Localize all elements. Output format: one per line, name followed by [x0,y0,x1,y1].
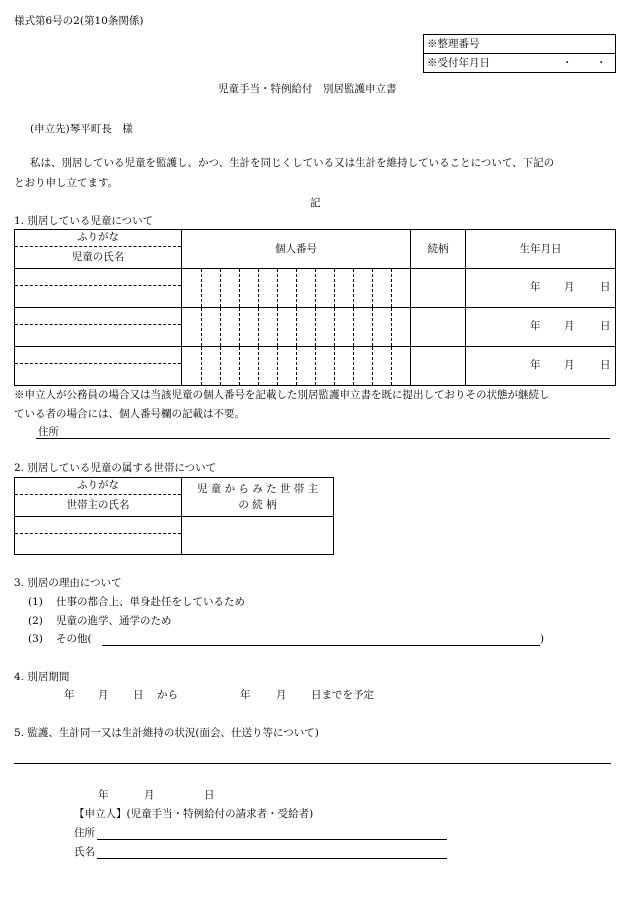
section3-heading: 3. 別居の理由について [14,577,122,589]
table-row [15,308,616,347]
mynumber-note-line-2: ている者の場合には、個人番号欄の記載は不要。 [14,408,245,420]
birth-date-cell[interactable] [466,347,616,386]
householder-furigana-area[interactable] [15,518,181,534]
birth-header: 生年月日 [466,230,616,269]
birth-month-label: 月 [564,359,575,371]
householder-relation-header [182,478,334,517]
mynumber-header: 個人番号 [182,230,411,269]
uketsuke-date-cell[interactable] [424,54,616,73]
applicant-name-line[interactable] [97,858,447,859]
uketsuke-date-label: ※受付年月日 [427,56,490,69]
householder-relation-label-1: 児 童 か ら み た 世 帯 主 [196,482,319,495]
birth-date-cell[interactable] [466,269,616,308]
child-address-line[interactable] [36,438,610,439]
relation-cell[interactable] [411,347,466,386]
householder-furigana-label: ふりがな [15,479,181,495]
addressee: (申立先)琴平町長 様 [30,123,133,135]
section5-heading: 5. 監護、生計同一又は生計維持の状況(面会、仕送り等について) [14,727,319,739]
section1-heading: 1. 別居している児童について [14,215,154,227]
householder-relation-label-2: の 続 柄 [238,498,277,511]
applicant-address-line[interactable] [97,839,447,840]
child-name-cell[interactable] [15,308,182,347]
sign-day: 日 [204,789,215,801]
child-furigana-area[interactable] [15,270,181,286]
birth-month-label: 月 [564,281,575,293]
seiri-number-cell[interactable] [424,35,616,54]
child-furigana-label: ふりがな [15,231,181,247]
sign-year: 年 [98,789,109,801]
other-reason-line[interactable] [102,645,540,646]
child-furigana-area[interactable] [15,309,181,325]
sign-month: 月 [144,789,155,801]
reason-1-text: 仕事の都合上、単身赴任をしているため [56,596,245,608]
birth-year-label: 年 [530,359,541,371]
birth-year-label: 年 [530,281,541,293]
reason-3-num: (3) [28,633,43,645]
birth-date-cell[interactable] [466,308,616,347]
table-row [15,517,334,555]
householder-name-cell[interactable] [15,517,182,555]
section2-heading: 2. 別居している児童の属する世帯について [14,462,217,474]
birth-year-label: 年 [530,320,541,332]
situation-line[interactable] [14,763,611,764]
mynumber-cell[interactable] [182,269,411,308]
page-title: 児童手当・特例給付 別居監護申立書 [218,83,397,95]
child-name-area[interactable] [15,364,181,384]
section4-heading: 4. 別居期間 [14,671,70,683]
period-to-day: 日までを予定 [311,689,374,701]
householder-name-label: 世帯主の氏名 [66,499,130,511]
child-name-header [15,230,182,269]
mynumber-cell[interactable] [182,347,411,386]
birth-month-label: 月 [564,320,575,332]
relation-header: 続柄 [411,230,466,269]
applicant-address-label: 住所 [74,827,95,839]
mynumber-note-line-1: ※申立人が公務員の場合又は当該児童の個人番号を記載した別居監護申立書を既に提出しておりその状態が継続し [14,389,550,401]
child-name-area[interactable] [15,325,181,345]
seiri-number-label: ※整理番号 [427,37,480,50]
period-from-year: 年 [64,689,75,701]
birth-day-label: 日 [600,281,611,293]
date-dot-2: ・ [596,57,607,69]
child-address-label: 住所 [38,426,59,438]
household-table [14,477,334,555]
householder-name-area[interactable] [15,534,181,554]
relation-cell[interactable] [411,269,466,308]
table-row [15,269,616,308]
date-dot-1: ・ [562,57,573,69]
reason-3-text: その他( [56,633,92,645]
householder-relation-cell[interactable] [182,517,334,555]
form-number: 様式第6号の2(第10条関係) [14,15,144,27]
householder-name-header [15,478,182,517]
period-kara: から [157,689,178,701]
birth-day-label: 日 [600,359,611,371]
mynumber-cell[interactable] [182,308,411,347]
applicant-heading: 【申立人】(児童手当・特例給付の請求者・受給者) [74,808,314,820]
period-to-year: 年 [240,689,251,701]
intro-line-1: 私は、別居している児童を監護し、かつ、生計を同じくしている又は生計を維持していることについて、下記の [30,157,555,169]
other-reason-close-paren: ) [540,633,545,645]
relation-cell[interactable] [411,308,466,347]
child-name-label: 児童の氏名 [71,251,125,263]
ki-heading: 記 [310,197,321,209]
reason-1-num: (1) [28,596,43,608]
admin-box [423,34,616,73]
child-furigana-area[interactable] [15,348,181,364]
children-table [14,229,616,386]
table-row [15,347,616,386]
intro-line-2: とおり申し立てます。 [14,177,119,189]
reason-2-num: (2) [28,615,43,627]
child-name-cell[interactable] [15,347,182,386]
reason-2-text: 児童の進学、通学のため [56,615,172,627]
period-from-day: 日 [133,689,144,701]
period-from-month: 月 [98,689,109,701]
birth-day-label: 日 [600,320,611,332]
child-name-area[interactable] [15,286,181,306]
applicant-name-label: 氏名 [74,846,95,858]
child-name-cell[interactable] [15,269,182,308]
period-to-month: 月 [276,689,287,701]
